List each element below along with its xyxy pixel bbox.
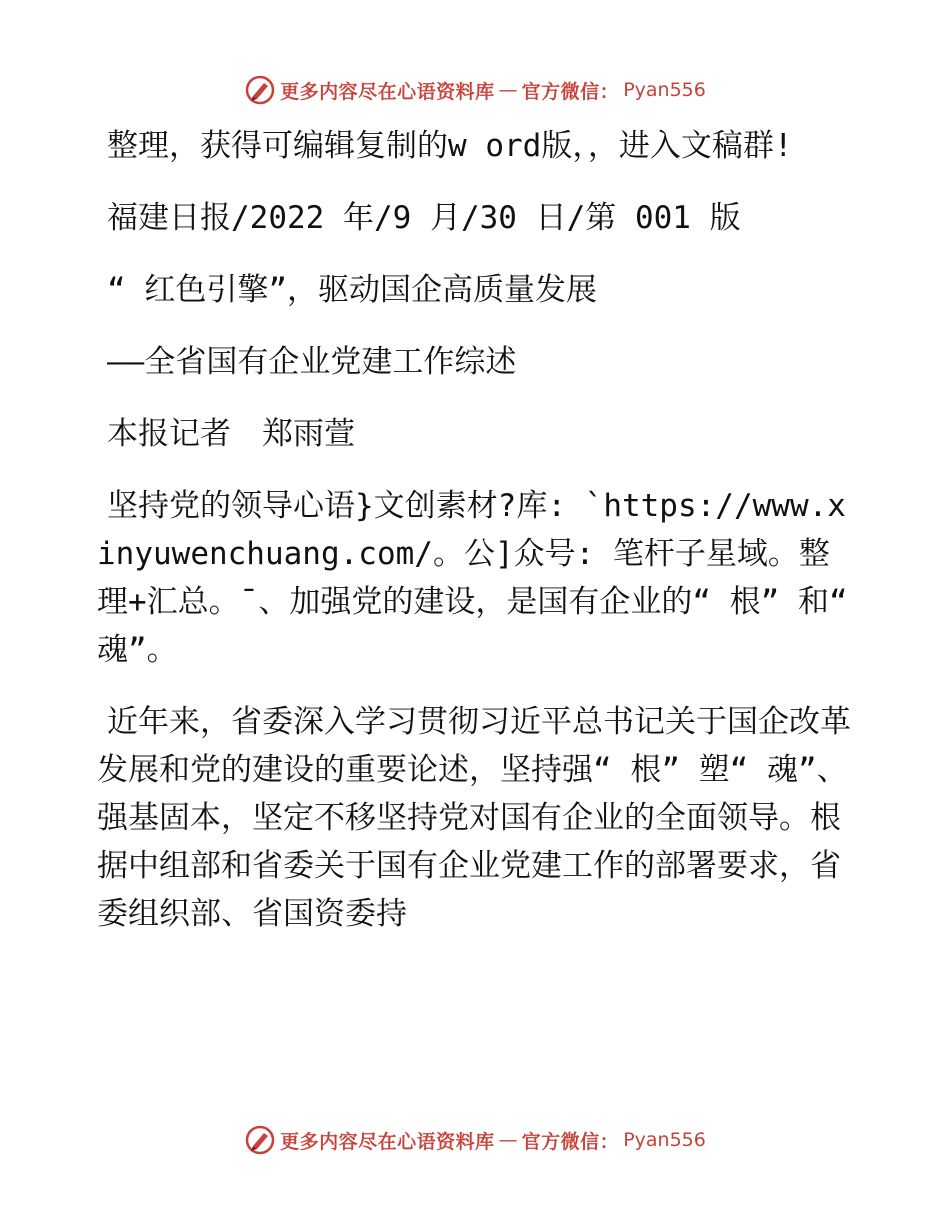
footer-watermark-banner: [0, 1122, 950, 1158]
byline: 本报记者 郑雨萱: [107, 416, 355, 452]
banner-wechat-label: 官方微信：: [521, 1130, 620, 1153]
header-watermark-banner: [0, 72, 950, 108]
banner-dash: —: [498, 79, 518, 101]
banner-dash: —: [498, 1129, 518, 1151]
article-title: “ 红色引擎”，驱动国企高质量发展: [107, 272, 597, 308]
body-paragraph: 近年来，省委深入学习贯彻习近平总书记关于国企改革发展和党的建设的重要论述，坚持强“ 根” 塑“ 魂”、强基固本，坚定不移坚持党对国有企业的全面领导。根据中组部和省委关于国有企业党建工作的部署要求，省委组织部、省国资委持: [97, 704, 851, 932]
banner-wechat-id: Pyan556: [623, 1129, 706, 1151]
document-body: [97, 122, 857, 962]
banner-wechat-id: Pyan556: [623, 79, 706, 101]
body-paragraph: 坚持党的领导心语}文创素材?库: `https://www.xinyuwenchuang.com/。公]众号: 笔杆子星域。整理+汇总。¯、加强党的建设，是国有企业的“ 根” 和“ 魂”。: [97, 488, 848, 668]
intro-paragraph: 整理，获得可编辑复制的w ord版，，进入文稿群!: [107, 128, 793, 164]
banner-text: 更多内容尽在心语资料库: [280, 80, 495, 103]
pen-logo-icon: [244, 1124, 276, 1156]
banner-text: 更多内容尽在心语资料库: [280, 1130, 495, 1153]
source-line: 福建日报/2022 年/9 月/30 日/第 001 版: [107, 200, 741, 236]
article-subtitle: ——全省国有企业党建工作综述: [107, 344, 517, 380]
banner-wechat-label: 官方微信：: [521, 80, 620, 103]
pen-logo-icon: [244, 74, 276, 106]
